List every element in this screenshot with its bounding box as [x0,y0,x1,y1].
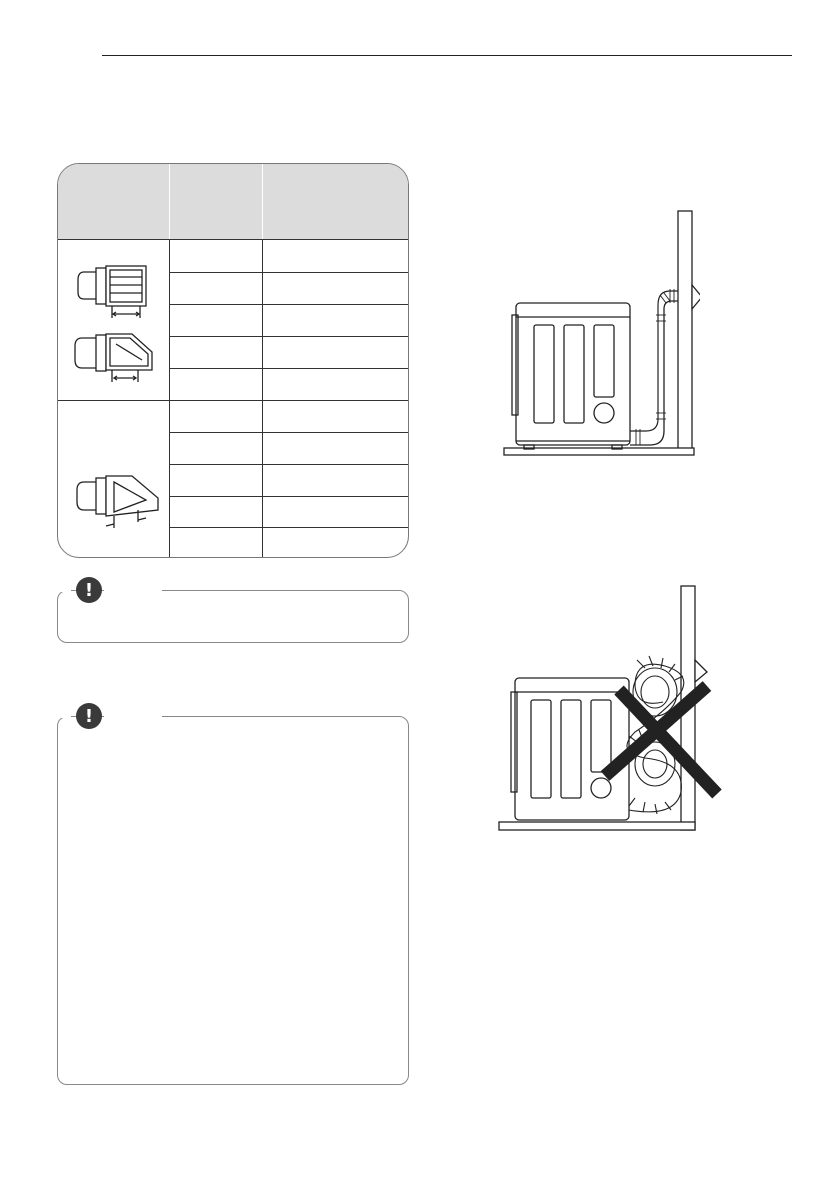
correct-duct-installation-illustration [500,205,700,460]
box-vent-hood-icon [70,330,160,386]
table-cell [263,497,408,527]
table-cell [263,240,408,272]
column-header-max-length [263,164,408,239]
incorrect-duct-installation-illustration [495,582,725,834]
table-cell [170,497,262,527]
table-cell [263,273,408,304]
table-header [58,164,408,239]
louvered-vent-hood-icon [76,262,156,324]
table-cell [170,240,262,272]
vent-hood-table [57,163,409,558]
table-cell [263,528,408,557]
exclamation-icon: ! [76,703,102,729]
table-cell [263,305,408,336]
angled-vent-hood-icon [72,470,164,532]
table-cell [170,305,262,336]
table-cell [170,528,262,557]
table-cell [263,465,408,496]
note-box-1 [57,590,409,643]
table-cell [170,401,262,432]
table-cell [263,369,408,400]
table-cell [170,465,262,496]
table-cell [263,401,408,432]
table-cell [170,433,262,464]
table-cell [263,337,408,368]
table-cell [170,273,262,304]
note-box-2 [57,716,409,1085]
column-header-duct-size [170,164,262,239]
exclamation-icon: ! [76,577,102,603]
table-cell [263,433,408,464]
table-cell [170,369,262,400]
column-header-vent-hood [58,164,169,239]
header-rule [102,55,792,56]
table-cell [170,337,262,368]
